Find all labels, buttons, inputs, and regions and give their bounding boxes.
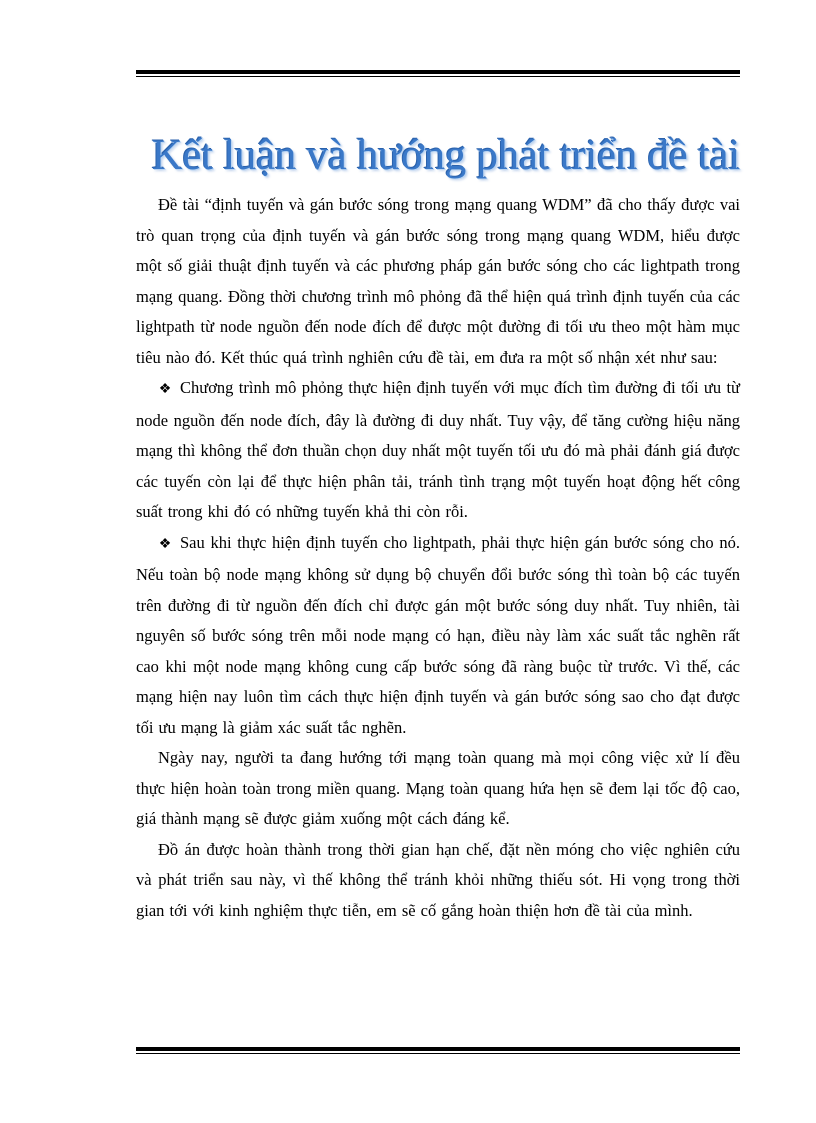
bullet-item-2 bbox=[136, 528, 740, 744]
header-rule bbox=[136, 70, 740, 77]
bullet-text-1: Chương trình mô phỏng thực hiện định tuyến với mục đích tìm đường đi tối ưu từ node nguồn đến node đích, đây là đường đi duy nhất. Tuy vậy, để tăng cường hiệu năng mạng thì không thể đơn thuần chọn duy nhất một tuyến tối ưu đó mà phải đánh giá được các tuyến còn lại để thực hiện phân tải, tránh tình trạng một tuyến hoạt động hết công suất trong khi đó có những tuyến khả thi còn rỗi. bbox=[136, 378, 740, 521]
paragraph-4: Đồ án được hoàn thành trong thời gian hạn chế, đặt nền móng cho việc nghiên cứu và phát triển sau này, vì thế không thể tránh khỏi những thiếu sót. Hi vọng trong thời gian tới với kinh nghiệm thực tiễn, em sẽ cố gắng hoàn thiện hơn đề tài của mình. bbox=[136, 839, 740, 920]
footer-rule bbox=[136, 1047, 740, 1054]
document-body bbox=[136, 190, 740, 926]
intro-paragraph: Đề tài “định tuyến và gán bước sóng trong mạng quang WDM” đã cho thấy được vai trò quan trọng của định tuyến và gán bước sóng trong mạng quang WDM, hiểu được một số giải thuật định tuyến và các phương pháp gán bước sóng cho các lightpath trong mạng quang. Đồng thời chương trình mô phỏng đã thể hiện quá trình định tuyến của các lightpath từ node nguồn đến node đích để được một đường đi tối ưu theo một hàm mục tiêu nào đó. Kết thúc quá trình nghiên cứu đề tài, em đưa ra một số nhận xét như sau: bbox=[136, 195, 740, 367]
diamond-bullet-icon: ❖ bbox=[158, 382, 172, 397]
diamond-bullet-icon: ❖ bbox=[158, 536, 172, 552]
paragraph-3: Ngày nay, người ta đang hướng tới mạng toàn quang mà mọi công việc xử lí đều thực hiện hoàn toàn trong miền quang. Mạng toàn quang hứa hẹn sẽ đem lại tốc độ cao, giá thành mạng sẽ được giảm xuống một cách đáng kể. bbox=[136, 748, 740, 828]
page-title: Kết luận và hướng phát triển đề tài bbox=[151, 132, 740, 179]
bullet-text-2: Sau khi thực hiện định tuyến cho lightpath, phải thực hiện gán bước sóng cho nó. Nếu toàn bộ node mạng không sử dụng bộ chuyển đổi bước sóng thì toàn bộ các tuyến trên đường đi từ nguồn đến đích chỉ được gán một bước sóng duy nhất. Tuy nhiên, tài nguyên số bước sóng trên mỗi node mạng có hạn, điều này làm xác suất tắc nghẽn rất cao khi một node mạng không cung cấp bước sóng đã ràng buộc từ trước. Vì thế, các mạng hiện nay luôn tìm cách thực hiện định tuyến và gán bước sóng sao cho đạt được tối ưu mạng là giảm xác suất tắc nghẽn. bbox=[136, 532, 740, 737]
bullet-item-1 bbox=[136, 373, 740, 528]
